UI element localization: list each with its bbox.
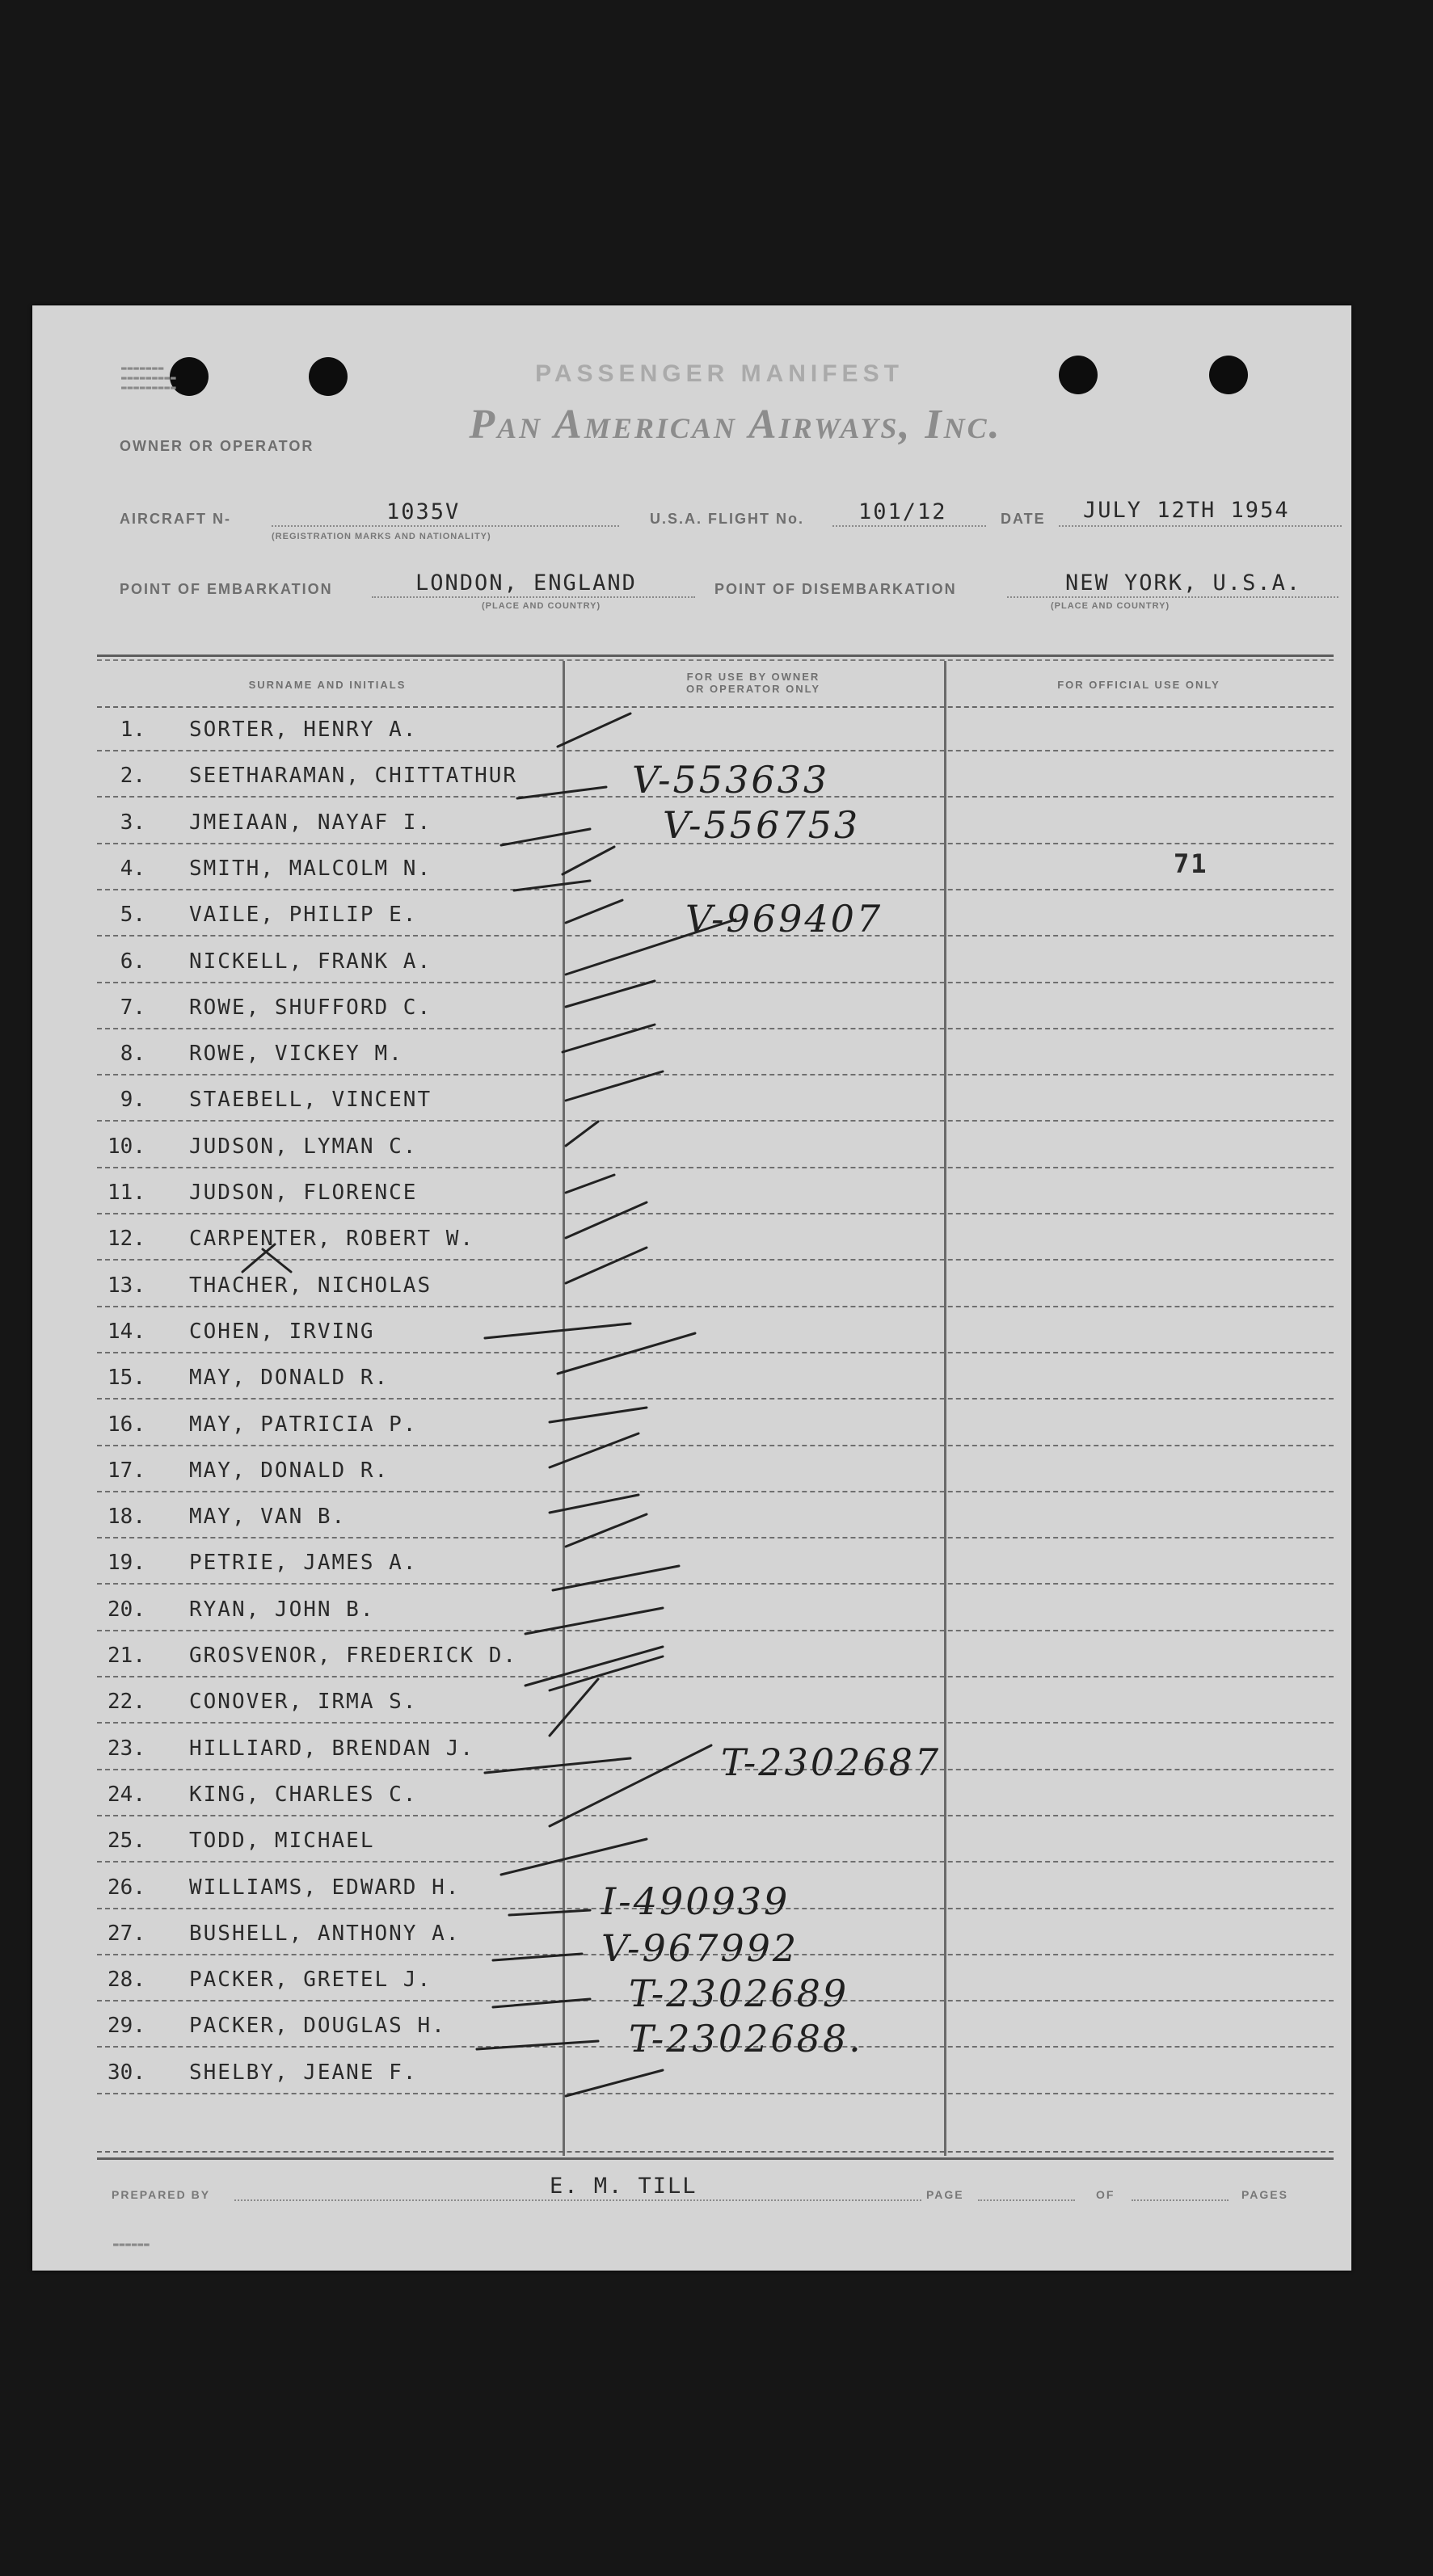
header-official-use: FOR OFFICIAL USE ONLY [1057,679,1220,691]
flight-label: U.S.A. FLIGHT No. [650,511,804,527]
row-number: 2. [120,764,145,789]
prepared-value: E. M. TILL [550,2174,698,2199]
passenger-name: MAY, VAN B. [189,1505,347,1530]
row-number: 29. [107,2014,145,2039]
row-number: 8. [120,1042,145,1067]
row-number: 5. [120,903,145,928]
aircraft-label: AIRCRAFT N- [120,511,231,527]
row-number: 4. [120,856,145,881]
passenger-name: COHEN, IRVING [189,1319,375,1344]
check-marks [32,305,1351,2271]
header-owner-use: FOR USE BY OWNER OR OPERATOR ONLY [685,671,821,695]
passenger-name: MAY, DONALD R. [189,1366,390,1391]
handwritten-number: T-2302688. [629,2017,863,2060]
passenger-name: NICKELL, FRANK A. [189,949,432,974]
handwritten-number: V-553633 [632,758,830,802]
passenger-name: STAEBELL, VINCENT [189,1088,432,1113]
header-surname: SURNAME AND INITIALS [248,679,407,691]
passenger-name: ROWE, VICKEY M. [189,1042,403,1067]
company-name: Pan American Airways, Inc. [469,402,1002,448]
row-number: 22. [107,1690,145,1715]
page-line [978,2199,1075,2201]
row-number: 21. [107,1644,145,1668]
passenger-name: RYAN, JOHN B. [189,1597,375,1622]
handwritten-number: I-490939 [601,1879,790,1923]
disembark-value: NEW YORK, U.S.A. [1065,570,1302,596]
row-number: 20. [107,1597,145,1622]
form-reference-block: ▬▬▬▬▬▬▬ ▬▬▬▬▬▬▬▬▬ ▬▬▬▬▬▬▬▬▬ [121,363,177,393]
passenger-name: SORTER, HENRY A. [189,718,418,742]
handwritten-number: V-556753 [663,803,861,847]
passenger-name: SMITH, MALCOLM N. [189,856,432,881]
flight-value: 101/12 [858,499,947,524]
handwritten-number: T-2302687 [721,1740,942,1784]
embark-label: POINT OF EMBARKATION [120,581,333,597]
row-number: 3. [120,810,145,835]
date-value: JULY 12TH 1954 [1083,498,1290,523]
pages-label: PAGES [1241,2188,1288,2201]
passenger-name: PETRIE, JAMES A. [189,1551,418,1576]
row-number: 13. [107,1273,145,1298]
passenger-name: MAY, PATRICIA P. [189,1412,418,1437]
date-label: DATE [1001,511,1046,527]
page-label: PAGE [926,2188,964,2201]
row-number: 23. [107,1736,145,1761]
embark-value: LONDON, ENGLAND [415,570,637,596]
passenger-name: THACHER, NICHOLAS [189,1273,432,1298]
row-number: 28. [107,1968,145,1993]
form-number: ▬▬▬▬▬▬ [113,2239,150,2250]
passenger-name: WILLIAMS, EDWARD H. [189,1875,461,1900]
row-number: 27. [107,1921,145,1946]
row-number: 14. [107,1319,145,1344]
row-number: 26. [107,1875,145,1900]
row-number: 9. [120,1088,145,1113]
row-number: 17. [107,1458,145,1483]
row-number: 1. [120,718,145,742]
passenger-name: HILLIARD, BRENDAN J. [189,1736,475,1761]
passenger-name: PACKER, GRETEL J. [189,1968,432,1993]
passenger-name: MAY, DONALD R. [189,1458,390,1483]
official-mark: 71 [1174,848,1208,879]
table-bottom-rule-2 [97,2157,1334,2160]
disembark-label: POINT OF DISEMBARKATION [714,581,957,597]
prepared-line [234,2199,921,2201]
row-number: 16. [107,1412,145,1437]
row-number: 10. [107,1134,145,1159]
passenger-name: CARPENTER, ROBERT W. [189,1227,475,1252]
form-title: PASSENGER MANIFEST [535,360,904,387]
prepared-label: PREPARED BY [112,2188,211,2201]
row-number: 12. [107,1227,145,1252]
row-number: 18. [107,1505,145,1530]
passenger-name: JUDSON, FLORENCE [189,1181,418,1205]
owner-label: OWNER OR OPERATOR [120,438,314,454]
handwritten-number: V-969407 [685,897,883,941]
manifest-sheet [32,305,1351,2271]
passenger-name: GROSVENOR, FREDERICK D. [189,1644,518,1668]
passenger-name: JMEIAAN, NAYAF I. [189,810,432,835]
row-number: 7. [120,995,145,1020]
aircraft-sub: (REGISTRATION MARKS AND NATIONALITY) [272,532,491,541]
handwritten-number: V-967992 [601,1926,799,1970]
row-number: 24. [107,1782,145,1807]
of-label: OF [1096,2188,1115,2201]
of-line [1132,2199,1229,2201]
passenger-name: BUSHELL, ANTHONY A. [189,1921,461,1946]
passenger-name: SHELBY, JEANE F. [189,2060,418,2085]
passenger-name: CONOVER, IRMA S. [189,1690,418,1715]
row-number: 6. [120,949,145,974]
row-number: 30. [107,2060,145,2085]
passenger-name: ROWE, SHUFFORD C. [189,995,432,1020]
disembark-sub: (PLACE AND COUNTRY) [1051,601,1170,611]
passenger-name: VAILE, PHILIP E. [189,903,418,928]
embark-sub: (PLACE AND COUNTRY) [482,601,601,611]
row-number: 15. [107,1366,145,1391]
passenger-name: PACKER, DOUGLAS H. [189,2014,446,2039]
handwritten-number: T-2302689 [629,1972,849,2015]
passenger-name: JUDSON, LYMAN C. [189,1134,418,1159]
row-number: 25. [107,1829,145,1854]
passenger-name: TODD, MICHAEL [189,1829,375,1854]
row-number: 19. [107,1551,145,1576]
table-bottom-rule [97,2151,1334,2153]
passenger-name: SEETHARAMAN, CHITTATHUR [189,764,518,789]
aircraft-value: 1035V [386,499,461,524]
passenger-name: KING, CHARLES C. [189,1782,418,1807]
row-number: 11. [107,1181,145,1205]
